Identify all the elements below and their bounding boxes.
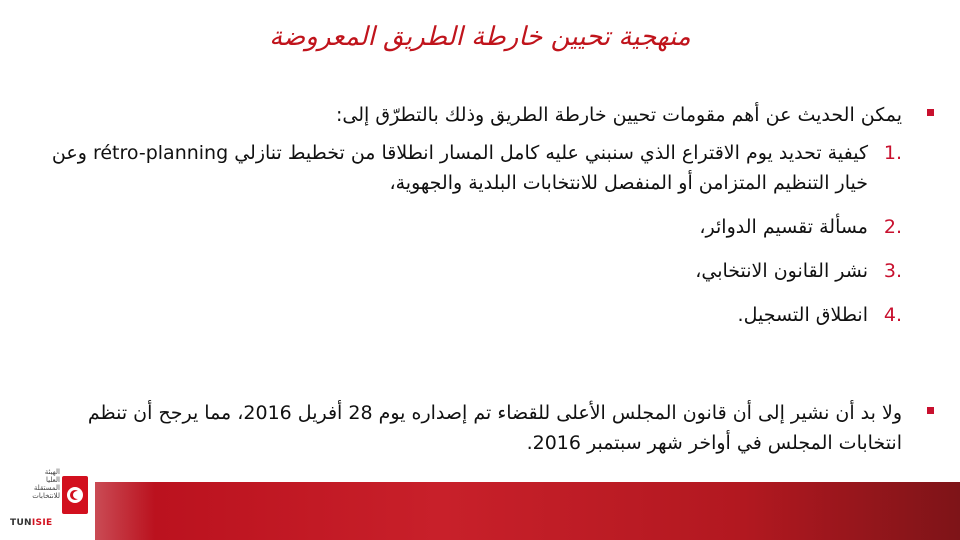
list-item [24,300,938,330]
list-item-text: كيفية تحديد يوم الاقتراع الذي سنبني عليه كامل المسار انطلاقا من تخطيط تنازلي [234,142,868,164]
logo-line: المستقلة [33,484,60,492]
crescent-icon [70,490,80,500]
list-number: 3. [883,260,902,282]
isie-logo [4,466,96,536]
list-item [24,212,938,242]
square-bullet-icon [927,407,934,414]
second-bullet-text: ولا بد أن نشير إلى أن قانون المجلس الأعلى للقضاء تم إصداره يوم 28 أفريل 2016، مما يرجح أن تنظم انتخابات المجلس في أواخر شهر سبتمبر 2016. [87,402,902,454]
second-bullet-block [24,398,938,458]
slide-content [24,100,938,344]
list-item-latin-term: rétro-planning [92,142,229,164]
list-item-text: نشر القانون الانتخابي، [695,260,868,282]
square-bullet-icon [927,109,934,116]
list-number: 2. [883,216,902,238]
numbered-list [24,138,938,330]
list-item [24,256,938,286]
list-item [24,138,938,198]
logo-line: العليا [45,476,60,484]
list-item-text-continued: وعن خيار التنظيم المتزامن أو المنفصل للانتخابات البلدية والجهوية، [51,142,868,194]
logo-line: للانتخابات [32,492,60,500]
logo-brand-prefix: TUN [10,518,32,528]
logo-arabic-text [8,468,60,500]
list-item-text: مسألة تقسيم الدوائر، [699,216,868,238]
logo-brand-suffix: ISIE [31,518,53,528]
list-item-text: انطلاق التسجيل. [737,304,868,326]
logo-brand [10,518,52,528]
intro-bullet-text: يمكن الحديث عن أهم مقومات تحيين خارطة الطريق وذلك بالتطرّق إلى: [335,104,902,126]
intro-bullet [24,100,938,130]
logo-line: الهيئة [44,468,60,476]
tunisia-flag-icon [62,476,88,514]
second-bullet [24,398,938,458]
slide-title: منهجية تحيين خارطة الطريق المعروضة [269,22,691,52]
list-number: 1. [883,142,902,164]
footer-band [95,482,960,540]
list-number: 4. [883,304,902,326]
